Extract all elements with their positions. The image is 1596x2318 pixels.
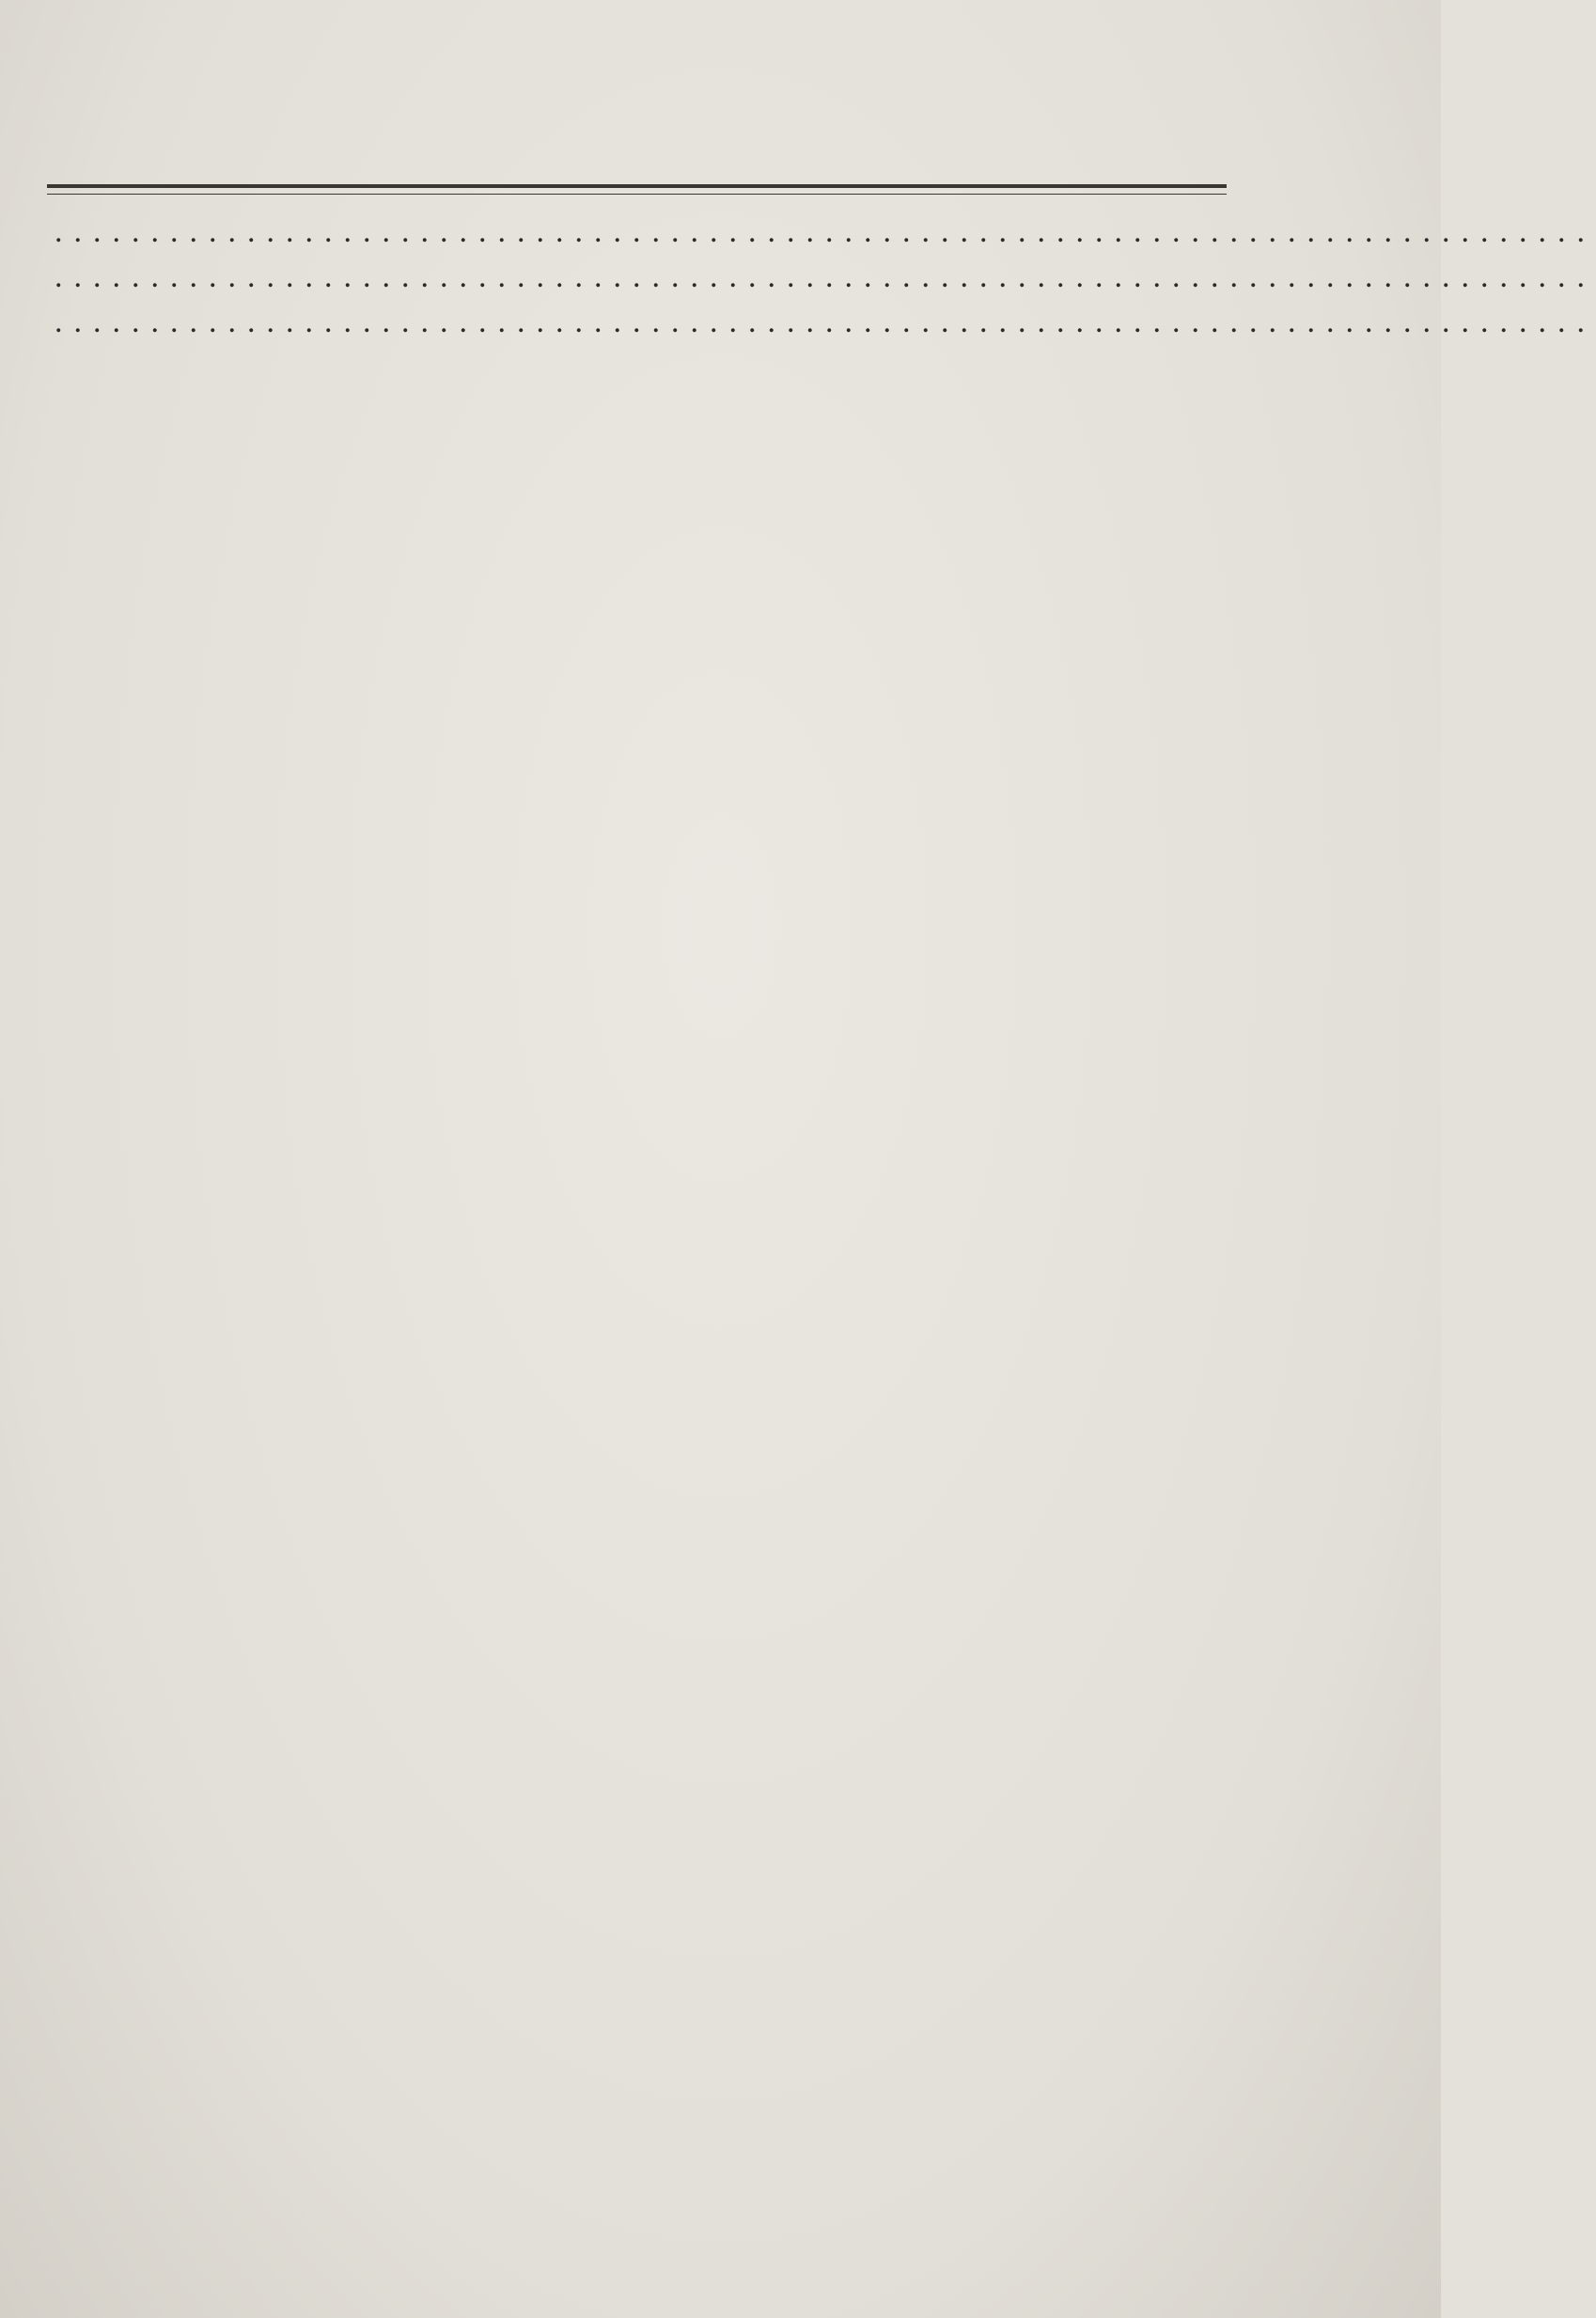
toc-entry bbox=[45, 211, 1596, 253]
leader-dots: ................................................................................ bbox=[55, 259, 1596, 294]
toc-entry bbox=[45, 302, 1596, 343]
leader-dots: ................................................................................ bbox=[55, 305, 1596, 339]
toc-entry-rivista bbox=[45, 347, 1232, 388]
header-rule bbox=[47, 184, 1227, 188]
leader-dots: ................................................................................ bbox=[55, 214, 1596, 249]
header-rule-thin bbox=[47, 194, 1227, 195]
toc-entry bbox=[45, 257, 1596, 298]
